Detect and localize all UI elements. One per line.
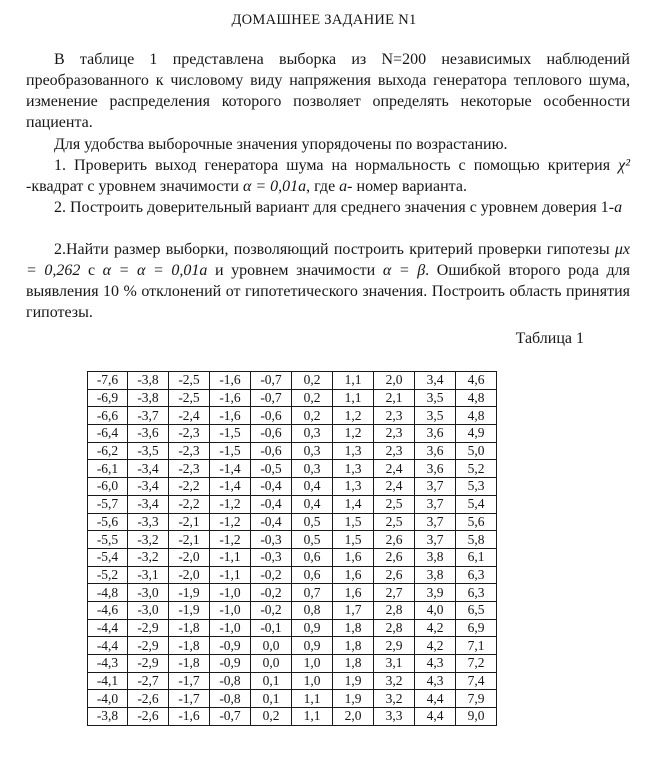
table-cell: 2,0 (333, 708, 374, 726)
table-cell: -0,1 (251, 619, 292, 637)
table-cell: 2,9 (374, 637, 415, 655)
task-2-text: 2. Построить доверительный вариант для среднего значения с уровнем доверия 1- (54, 199, 615, 216)
table-cell: -1,8 (169, 637, 210, 655)
table-cell: -6,2 (88, 442, 128, 460)
table-cell: -2,3 (169, 460, 210, 478)
table-cell: -1,9 (169, 601, 210, 619)
table-cell: 4,8 (456, 389, 497, 407)
table-row (88, 442, 497, 460)
table-cell: 5,2 (456, 460, 497, 478)
table-cell: 6,1 (456, 548, 497, 566)
table-cell: -3,0 (128, 584, 169, 602)
table-cell: -2,1 (169, 513, 210, 531)
table-cell: -1,9 (169, 584, 210, 602)
table-cell: -6,1 (88, 460, 128, 478)
table-caption: Таблица 1 (515, 330, 584, 347)
table-row (88, 389, 497, 407)
alpha-formula-2: α = α = 0,01a (102, 262, 208, 279)
table-cell: 0,0 (251, 637, 292, 655)
table-cell: 3,7 (415, 531, 456, 549)
table-cell: 1,1 (333, 372, 374, 390)
table-cell: -6,4 (88, 425, 128, 443)
table-cell: 5,3 (456, 478, 497, 496)
table-cell: -3,0 (128, 601, 169, 619)
table-cell: 1,2 (333, 407, 374, 425)
table-cell: -2,5 (169, 389, 210, 407)
beta-formula: α = β (382, 262, 426, 279)
table-cell: 6,3 (456, 584, 497, 602)
table-cell: 3,9 (415, 584, 456, 602)
table-cell: -1,8 (169, 619, 210, 637)
table-cell: -5,6 (88, 513, 128, 531)
table-cell: -4,6 (88, 601, 128, 619)
table-row (88, 672, 497, 690)
table-row (88, 601, 497, 619)
table-cell: 1,3 (333, 478, 374, 496)
table-cell: 2,1 (374, 389, 415, 407)
table-cell: -0,7 (251, 389, 292, 407)
table-cell: 1,1 (333, 389, 374, 407)
table-cell: -1,8 (169, 655, 210, 673)
page-title: ДОМАШНЕЕ ЗАДАНИЕ N1 (231, 12, 417, 28)
table-cell: 0,4 (292, 478, 333, 496)
table-cell: 4,0 (415, 601, 456, 619)
table-cell: -0,9 (210, 637, 251, 655)
table-cell: -1,2 (210, 495, 251, 513)
table-cell: 0,4 (292, 495, 333, 513)
table-cell: 2,6 (374, 548, 415, 566)
table-cell: 0,1 (251, 690, 292, 708)
table-cell: 7,4 (456, 672, 497, 690)
table-cell: 3,2 (374, 672, 415, 690)
table-cell: -2,4 (169, 407, 210, 425)
table-cell: -6,9 (88, 389, 128, 407)
table-cell: -1,4 (210, 460, 251, 478)
table-cell: 3,3 (374, 708, 415, 726)
table-cell: -1,1 (210, 566, 251, 584)
table-cell: 2,6 (374, 531, 415, 549)
table-cell: -1,2 (210, 513, 251, 531)
table-cell: 7,1 (456, 637, 497, 655)
table-cell: -2,6 (128, 708, 169, 726)
table-cell: -3,4 (128, 478, 169, 496)
table-cell: 3,8 (415, 548, 456, 566)
table-cell: -6,0 (88, 478, 128, 496)
table-cell: -2,5 (169, 372, 210, 390)
table-row (88, 425, 497, 443)
table-cell: 0,2 (292, 389, 333, 407)
table-cell: 2,5 (374, 495, 415, 513)
table-cell: 4,9 (456, 425, 497, 443)
table-cell: 3,4 (415, 372, 456, 390)
table-cell: -2,7 (128, 672, 169, 690)
chi-square-symbol: χ² (618, 157, 630, 174)
table-cell: 1,5 (333, 531, 374, 549)
table-cell: 0,2 (251, 708, 292, 726)
table-cell: 1,8 (333, 655, 374, 673)
table-cell: 4,4 (415, 708, 456, 726)
table-cell: 2,4 (374, 478, 415, 496)
variant-symbol: a (339, 178, 348, 195)
task-3-paragraph (26, 239, 630, 323)
table-cell: 3,2 (374, 690, 415, 708)
table-row (88, 478, 497, 496)
task-1-paragraph (26, 155, 630, 197)
table-cell: 1,8 (333, 619, 374, 637)
table-cell: -0,2 (251, 584, 292, 602)
table-cell: -2,2 (169, 495, 210, 513)
table-cell: -3,8 (88, 708, 128, 726)
table-cell: 6,5 (456, 601, 497, 619)
table-cell: 5,0 (456, 442, 497, 460)
table-row (88, 548, 497, 566)
table-cell: -1,0 (210, 601, 251, 619)
table-cell: -4,1 (88, 672, 128, 690)
table-cell: 5,6 (456, 513, 497, 531)
table-cell: 3,1 (374, 655, 415, 673)
table-cell: -3,2 (128, 531, 169, 549)
table-cell: 3,5 (415, 389, 456, 407)
data-table (87, 371, 497, 726)
table-cell: -0,3 (251, 531, 292, 549)
table-cell: -1,1 (210, 548, 251, 566)
table-cell: -0,6 (251, 407, 292, 425)
table-cell: 3,6 (415, 425, 456, 443)
table-cell: 6,3 (456, 566, 497, 584)
table-cell: -5,4 (88, 548, 128, 566)
table-cell: -3,4 (128, 495, 169, 513)
table-cell: -4,4 (88, 637, 128, 655)
table-cell: -0,4 (251, 513, 292, 531)
table-cell: -5,5 (88, 531, 128, 549)
table-row (88, 584, 497, 602)
table-cell: 2,3 (374, 425, 415, 443)
table-cell: 4,3 (415, 655, 456, 673)
table-cell: -4,8 (88, 584, 128, 602)
task-3-text-a: 2.Найти размер выборки, позволяющий построить критерий проверки гипотезы (54, 241, 615, 258)
table-cell: -2,6 (128, 690, 169, 708)
table-row (88, 637, 497, 655)
table-cell: -0,9 (210, 655, 251, 673)
table-cell: 3,5 (415, 407, 456, 425)
table-cell: -3,6 (128, 425, 169, 443)
table-cell: -1,5 (210, 425, 251, 443)
table-cell: -2,0 (169, 566, 210, 584)
table-cell: 2,7 (374, 584, 415, 602)
table-cell: -0,8 (210, 690, 251, 708)
table-cell: 1,6 (333, 584, 374, 602)
table-cell: 3,6 (415, 460, 456, 478)
table-cell: -6,6 (88, 407, 128, 425)
table-cell: -2,9 (128, 655, 169, 673)
table-cell: 2,8 (374, 601, 415, 619)
table-cell: 1,4 (333, 495, 374, 513)
table-cell: 1,0 (292, 672, 333, 690)
table-row (88, 372, 497, 390)
table-cell: 1,6 (333, 566, 374, 584)
table-cell: 0,7 (292, 584, 333, 602)
intro-paragraph: В таблице 1 представлена выборка из N=200 независимых наблюдений преобразованного к числовому виду напряжения выхода генератора теплового шума, изменение распределения которого позволяет определять некоторые особенности пациента. (26, 51, 630, 131)
table-cell: -1,6 (169, 708, 210, 726)
table-cell: -3,7 (128, 407, 169, 425)
table-cell: 0,2 (292, 372, 333, 390)
table-cell: 3,7 (415, 513, 456, 531)
table-row (88, 513, 497, 531)
table-cell: 1,2 (333, 425, 374, 443)
table-cell: -3,3 (128, 513, 169, 531)
table-cell: -0,5 (251, 460, 292, 478)
table-cell: 1,6 (333, 548, 374, 566)
table-cell: 0,9 (292, 619, 333, 637)
table-cell: 5,4 (456, 495, 497, 513)
table-cell: 7,9 (456, 690, 497, 708)
table-cell: 6,9 (456, 619, 497, 637)
table-row (88, 566, 497, 584)
table-cell: 2,0 (374, 372, 415, 390)
table-cell: -3,8 (128, 389, 169, 407)
table-cell: -4,0 (88, 690, 128, 708)
table-row (88, 495, 497, 513)
table-cell: 4,8 (456, 407, 497, 425)
table-row (88, 690, 497, 708)
table-cell: 3,7 (415, 495, 456, 513)
table-cell: -2,1 (169, 531, 210, 549)
table-cell: -1,7 (169, 672, 210, 690)
table-cell: 0,3 (292, 425, 333, 443)
table-cell: -0,8 (210, 672, 251, 690)
table-cell: 0,8 (292, 601, 333, 619)
table-cell: -2,2 (169, 478, 210, 496)
table-row (88, 708, 497, 726)
table-cell: 2,5 (374, 513, 415, 531)
task-3-text-c: и уровнем значимости (207, 262, 383, 279)
table-cell: 3,8 (415, 566, 456, 584)
table-cell: 4,6 (456, 372, 497, 390)
table-cell: -1,5 (210, 442, 251, 460)
alpha-formula: α = 0,01a (242, 178, 307, 195)
table-cell: 0,1 (251, 672, 292, 690)
table-cell: 1,3 (333, 442, 374, 460)
table-cell: 4,4 (415, 690, 456, 708)
table-cell: -0,6 (251, 442, 292, 460)
table-row (88, 655, 497, 673)
table-cell: -3,5 (128, 442, 169, 460)
table-cell: 0,5 (292, 531, 333, 549)
confidence-symbol: a (614, 199, 623, 216)
table-cell: -1,6 (210, 407, 251, 425)
table-cell: 0,3 (292, 442, 333, 460)
table-cell: 0,6 (292, 566, 333, 584)
table-cell: 1,0 (292, 655, 333, 673)
table-cell: 2,3 (374, 442, 415, 460)
table-cell: -0,4 (251, 495, 292, 513)
table-cell: -0,3 (251, 548, 292, 566)
table-cell: 1,1 (292, 708, 333, 726)
table-cell: -0,7 (210, 708, 251, 726)
table-cell: 3,7 (415, 478, 456, 496)
table-cell: 2,6 (374, 566, 415, 584)
table-cell: 1,8 (333, 637, 374, 655)
table-cell: -1,0 (210, 584, 251, 602)
table-cell: -4,3 (88, 655, 128, 673)
task-3-text-b: с (80, 262, 103, 279)
table-cell: -1,0 (210, 619, 251, 637)
table-cell: -0,4 (251, 478, 292, 496)
table-cell: -2,9 (128, 637, 169, 655)
table-cell: -0,7 (251, 372, 292, 390)
table-cell: 9,0 (456, 708, 497, 726)
mu-formula: μx = 0,262 (26, 241, 630, 279)
task-2-paragraph (26, 197, 630, 218)
table-cell: -1,6 (210, 389, 251, 407)
ordering-note: Для удобства выборочные значения упорядочены по возрастанию. (54, 136, 508, 153)
table-row (88, 619, 497, 637)
table-cell: 1,3 (333, 460, 374, 478)
table-cell: -3,2 (128, 548, 169, 566)
table-cell: -7,6 (88, 372, 128, 390)
table-cell: 4,3 (415, 672, 456, 690)
table-cell: 0,2 (292, 407, 333, 425)
table-cell: -1,2 (210, 531, 251, 549)
table-cell: -2,9 (128, 619, 169, 637)
table-cell: -2,3 (169, 442, 210, 460)
table-cell: 0,5 (292, 513, 333, 531)
table-cell: 1,9 (333, 690, 374, 708)
table-cell: -1,6 (210, 372, 251, 390)
table-cell: 2,4 (374, 460, 415, 478)
table-cell: 1,7 (333, 601, 374, 619)
table-cell: -0,2 (251, 601, 292, 619)
table-cell: 0,3 (292, 460, 333, 478)
table-cell: -3,1 (128, 566, 169, 584)
table-row (88, 531, 497, 549)
task-3-text-d: . Ошибкой второго рода для выявления 10 % отклонений от гипотетического значения. Построить область принятия гипотезы. (26, 262, 630, 321)
table-cell: 0,9 (292, 637, 333, 655)
table-cell: -3,8 (128, 372, 169, 390)
task-1-text-a: 1. Проверить выход генератора шума на нормальность с помощью критерия (54, 157, 619, 174)
table-cell: -4,4 (88, 619, 128, 637)
table-cell: 1,9 (333, 672, 374, 690)
task-1-text-c: , где (306, 178, 340, 195)
table-cell: 1,1 (292, 690, 333, 708)
table-row (88, 407, 497, 425)
table-cell: 5,8 (456, 531, 497, 549)
table-row (88, 460, 497, 478)
table-cell: 2,3 (374, 407, 415, 425)
table-cell: -1,7 (169, 690, 210, 708)
table-cell: 1,5 (333, 513, 374, 531)
table-cell: 3,6 (415, 442, 456, 460)
table-cell: -2,0 (169, 548, 210, 566)
task-1-text-b: -квадрат с уровнем значимости (26, 178, 243, 195)
table-cell: 0,6 (292, 548, 333, 566)
table-cell: 4,2 (415, 637, 456, 655)
task-1-text-d: - номер варианта. (347, 178, 467, 195)
table-cell: -0,6 (251, 425, 292, 443)
table-cell: -3,4 (128, 460, 169, 478)
table-cell: -2,3 (169, 425, 210, 443)
table-cell: -5,7 (88, 495, 128, 513)
table-cell: 7,2 (456, 655, 497, 673)
table-cell: -5,2 (88, 566, 128, 584)
table-cell: -0,2 (251, 566, 292, 584)
table-cell: -1,4 (210, 478, 251, 496)
table-cell: 4,2 (415, 619, 456, 637)
table-cell: 0,0 (251, 655, 292, 673)
table-cell: 2,8 (374, 619, 415, 637)
